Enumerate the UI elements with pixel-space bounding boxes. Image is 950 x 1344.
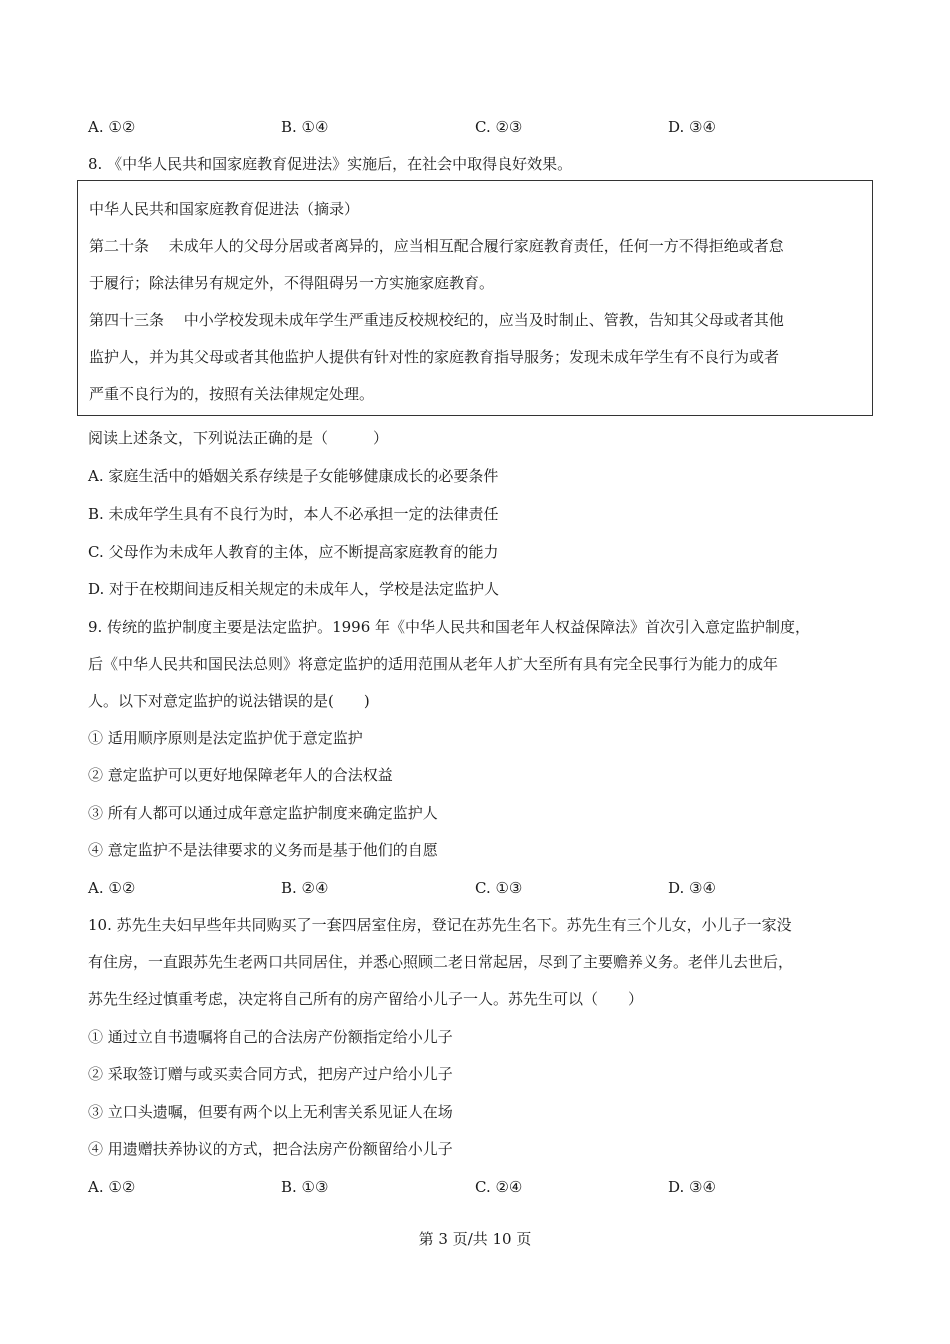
q10-stem-line: 苏先生经过慎重考虑，决定将自己所有的房产留给小儿子一人。苏先生可以（ ） [88,990,644,1008]
q10-options [88,1176,868,1198]
excerpt-title: 中华人民共和国家庭教育促进法（摘录） [89,200,360,218]
q7-option-a: A. ①② [88,118,136,136]
q9-statement-1: ① 适用顺序原则是法定监护优于意定监护 [88,729,363,747]
q9-option-a: A. ①② [88,879,136,897]
excerpt-line: 于履行；除法律另有规定外，不得阻碍另一方实施家庭教育。 [89,274,495,292]
q9-statement-4: ④ 意定监护不是法律要求的义务而是基于他们的自愿 [88,841,438,859]
q7-option-d: D. ③④ [668,118,716,136]
excerpt-line: 严重不良行为的，按照有关法律规定处理。 [89,385,375,403]
excerpt-line: 第二十条 未成年人的父母分居或者离异的，应当相互配合履行家庭教育责任，任何一方不得拒绝或者怠 [89,237,784,255]
q10-option-c: C. ②④ [475,1178,523,1196]
page-number: 第 3 页/共 10 页 [418,1230,532,1248]
excerpt-line: 第四十三条 中小学校发现未成年学生严重违反校规校纪的，应当及时制止、管教，告知其父母或者其他 [89,311,784,329]
q10-statement-1: ① 通过立自书遗嘱将自己的合法房产份额指定给小儿子 [88,1028,453,1046]
q7-options [88,116,868,138]
q10-statement-4: ④ 用遗赠扶养协议的方式，把合法房产份额留给小儿子 [88,1140,453,1158]
q8-excerpt-box [77,180,873,416]
q9-stem-line: 后《中华人民共和国民法总则》将意定监护的适用范围从老年人扩大至所有具有完全民事行为能力的成年 [88,655,779,673]
q8-choice-b: B. 未成年学生具有不良行为时，本人不必承担一定的法律责任 [88,505,499,523]
q8-stem: 8. 《中华人民共和国家庭教育促进法》实施后，在社会中取得良好效果。 [88,155,573,173]
q9-stem-line: 9. 传统的监护制度主要是法定监护。1996 年《中华人民共和国老年人权益保障法》首次引入意定监护制度， [88,618,811,636]
q8-choice-d: D. 对于在校期间违反相关规定的未成年人，学校是法定监护人 [88,580,500,598]
q10-option-d: D. ③④ [668,1178,716,1196]
q10-statement-3: ③ 立口头遗嘱，但要有两个以上无利害关系见证人在场 [88,1103,453,1121]
q10-statement-2: ② 采取签订赠与或买卖合同方式，把房产过户给小儿子 [88,1065,453,1083]
q9-options [88,877,868,899]
q8-choice-c: C. 父母作为未成年人教育的主体，应不断提高家庭教育的能力 [88,543,499,561]
q9-statement-2: ② 意定监护可以更好地保障老年人的合法权益 [88,766,393,784]
q10-option-b: B. ①③ [281,1178,329,1196]
q10-option-a: A. ①② [88,1178,136,1196]
q10-stem-line: 10. 苏先生夫妇早些年共同购买了一套四居室住房，登记在苏先生名下。苏先生有三个儿女，小儿子一家没 [88,916,792,934]
q7-option-b: B. ①④ [281,118,329,136]
q10-stem-line: 有住房，一直跟苏先生老两口共同居住，并悉心照顾二老日常起居，尽到了主要赡养义务。老伴儿去世后， [88,953,794,971]
q8-question: 阅读上述条文，下列说法正确的是（ ） [88,429,389,447]
q9-option-b: B. ②④ [281,879,329,897]
q9-statement-3: ③ 所有人都可以通过成年意定监护制度来确定监护人 [88,804,438,822]
q9-option-d: D. ③④ [668,879,716,897]
q7-option-c: C. ②③ [475,118,523,136]
q9-stem-line: 人。以下对意定监护的说法错误的是( ) [88,692,370,710]
excerpt-line: 监护人，并为其父母或者其他监护人提供有针对性的家庭教育指导服务；发现未成年学生有不良行为或者 [89,348,780,366]
q8-choice-a: A. 家庭生活中的婚姻关系存续是子女能够健康成长的必要条件 [88,467,499,485]
q9-option-c: C. ①③ [475,879,523,897]
